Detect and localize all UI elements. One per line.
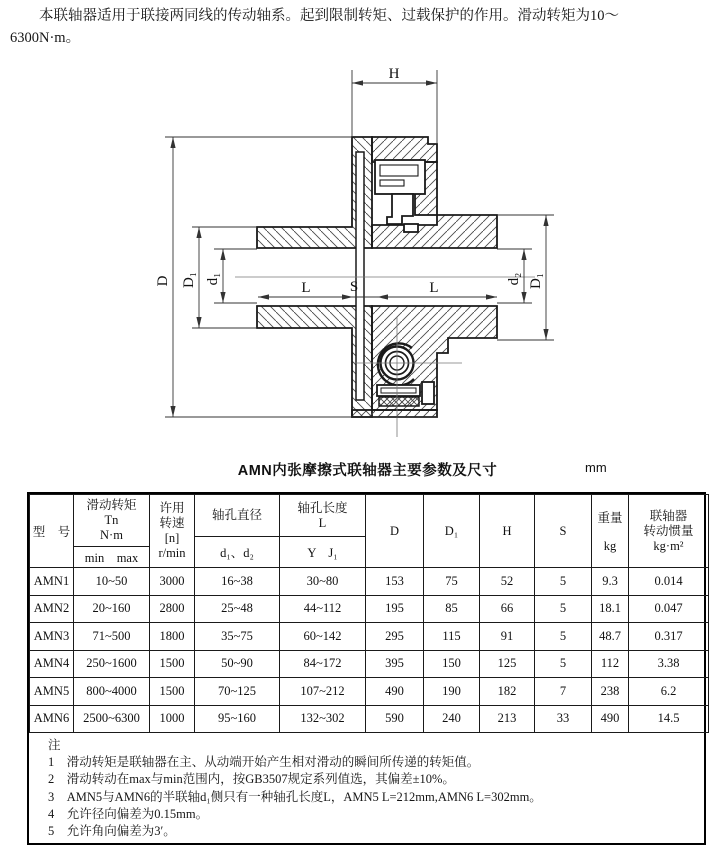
table-cell: 490 (366, 678, 424, 706)
table-cell: AMN2 (30, 595, 74, 623)
speed-line4: r/min (158, 546, 186, 560)
table-cell: 18.1 (592, 595, 629, 623)
dim-label-D1-left: D₁ (181, 271, 197, 289)
table-row (30, 623, 709, 651)
bore-length-symbol: L (318, 515, 327, 530)
weight-title: 重量 (597, 511, 623, 526)
table-cell: 115 (424, 623, 480, 651)
torque-unit: N·m (100, 528, 123, 542)
table-cell: 5 (535, 650, 592, 678)
bore-diameter-sub: d₁、d₂ (195, 536, 279, 567)
col-header-D: D (366, 495, 424, 568)
table-cell: 66 (480, 595, 535, 623)
bore-length-title: 轴孔长度 (297, 500, 348, 515)
table-cell: 33 (535, 705, 592, 733)
table-cell: 295 (366, 623, 424, 651)
table-cell: 3.38 (629, 650, 709, 678)
speed-line3: [n] (164, 531, 180, 545)
table-unit-label: mm (585, 460, 607, 475)
table-row (30, 650, 709, 678)
notes-label: 注 (48, 738, 61, 752)
table-cell: 1500 (150, 650, 195, 678)
table-cell: 3000 (150, 568, 195, 596)
parameter-table (29, 494, 709, 733)
torque-minmax: min max (74, 546, 149, 567)
col-header-model: 型 号 (30, 495, 74, 568)
table-cell: 150 (424, 650, 480, 678)
table-cell: 60~142 (280, 623, 366, 651)
dim-label-D: D (155, 275, 171, 287)
table-cell: 590 (366, 705, 424, 733)
dim-label-d2: d₂ (506, 272, 522, 286)
table-cell: 50~90 (195, 650, 280, 678)
table-cell: 1500 (150, 678, 195, 706)
table-title-row (28, 459, 707, 479)
bore-length-sub: Y J₁ (280, 536, 365, 567)
table-cell: 91 (480, 623, 535, 651)
table-cell: 490 (592, 705, 629, 733)
note-item: 3 AMN5与AMN6的半联轴d₁侧只有一种轴孔长度L，AMN5 L=212mm,AMN6 L=302mm。 (48, 789, 542, 804)
table-cell: 16~38 (195, 568, 280, 596)
table-cell: 0.317 (629, 623, 709, 651)
col-header-H: H (480, 495, 535, 568)
table-cell: AMN5 (30, 678, 74, 706)
table-cell: 2800 (150, 595, 195, 623)
table-cell: 2500~6300 (74, 705, 150, 733)
table-row (30, 678, 709, 706)
dim-label-H: H (388, 66, 400, 82)
col-header-inertia (629, 495, 709, 568)
speed-line2: 转速 (159, 516, 185, 530)
inertia-line1: 联轴器 (649, 508, 688, 523)
bore-diameter-title: 轴孔直径 (211, 508, 262, 522)
table-cell: 30~80 (280, 568, 366, 596)
table-row (30, 595, 709, 623)
col-header-bore-diameter (195, 495, 280, 568)
table-cell: 195 (366, 595, 424, 623)
intro-paragraph (10, 5, 716, 49)
table-cell: 1000 (150, 705, 195, 733)
table-cell: 800~4000 (74, 678, 150, 706)
table-cell: 5 (535, 568, 592, 596)
table-cell: 5 (535, 595, 592, 623)
intro-line-2: 6300N·m。 (10, 30, 81, 46)
table-cell: 20~160 (74, 595, 150, 623)
table-cell: 7 (535, 678, 592, 706)
table-title: AMN内张摩擦式联轴器主要参数及尺寸 (237, 463, 498, 479)
table-cell: 35~75 (195, 623, 280, 651)
col-header-speed (150, 495, 195, 568)
table-cell: 25~48 (195, 595, 280, 623)
table-cell: AMN3 (30, 623, 74, 651)
table-cell: 95~160 (195, 705, 280, 733)
table-cell: AMN6 (30, 705, 74, 733)
col-header-torque (74, 495, 150, 568)
col-header-bore-length (280, 495, 366, 568)
torque-symbol: Tn (104, 513, 119, 527)
dim-label-L-left: L (301, 280, 311, 296)
table-cell: 213 (480, 705, 535, 733)
table-cell: 10~50 (74, 568, 150, 596)
table-cell: 84~172 (280, 650, 366, 678)
col-header-S: S (535, 495, 592, 568)
table-row (30, 705, 709, 733)
coupling-cross-section-drawing (150, 60, 580, 455)
table-cell: 132~302 (280, 705, 366, 733)
table-cell: 1800 (150, 623, 195, 651)
table-cell: 153 (366, 568, 424, 596)
table-cell: 182 (480, 678, 535, 706)
note-item: 1 滑动转矩是联轴器在主、从动端开始产生相对滑动的瞬间所传递的转矩值。 (48, 755, 480, 770)
parameter-table-container (27, 492, 706, 845)
table-cell: 238 (592, 678, 629, 706)
table-cell: 14.5 (629, 705, 709, 733)
table-cell: 107~212 (280, 678, 366, 706)
table-row (30, 568, 709, 596)
dim-label-D1-right: D₁ (528, 272, 544, 290)
table-cell: 85 (424, 595, 480, 623)
table-cell: 70~125 (195, 678, 280, 706)
table-cell: 125 (480, 650, 535, 678)
notes-section (29, 732, 704, 843)
table-cell: 52 (480, 568, 535, 596)
table-cell: 240 (424, 705, 480, 733)
torque-title: 滑动转矩 (86, 498, 137, 512)
table-cell: AMN4 (30, 650, 74, 678)
table-cell: 0.047 (629, 595, 709, 623)
table-cell: 5 (535, 623, 592, 651)
table-cell: 112 (592, 650, 629, 678)
table-cell: 0.014 (629, 568, 709, 596)
note-item: 5 允许角向偏差为3′。 (48, 824, 176, 839)
table-cell: 395 (366, 650, 424, 678)
dim-label-S: S (349, 279, 359, 295)
intro-line-1: 本联轴器适用于联接两同线的传动轴系。起到限制转矩、过载保护的作用。滑动转矩为10～ (39, 8, 619, 24)
table-cell: 71~500 (74, 623, 150, 651)
table-cell: 48.7 (592, 623, 629, 651)
table-cell: 75 (424, 568, 480, 596)
table-cell: 250~1600 (74, 650, 150, 678)
table-cell: 9.3 (592, 568, 629, 596)
dim-label-d1: d₁ (205, 272, 221, 286)
inertia-line2: 转动惯量 (643, 523, 694, 538)
table-cell: 6.2 (629, 678, 709, 706)
table-cell: 44~112 (280, 595, 366, 623)
inertia-line3: kg·m² (653, 538, 684, 553)
weight-unit: kg (603, 538, 617, 553)
speed-line1: 许用 (159, 501, 185, 515)
header-row (30, 495, 709, 568)
note-item: 2 滑动转动在max与min范围内，按GB3507规定系列值选，其偏差±10%。 (48, 772, 455, 787)
dim-label-L-right: L (429, 280, 439, 296)
note-item: 4 允许径向偏差为0.15mm。 (48, 806, 209, 821)
col-header-weight (592, 495, 629, 568)
table-cell: AMN1 (30, 568, 74, 596)
table-cell: 190 (424, 678, 480, 706)
col-header-D1: D₁ (424, 495, 480, 568)
